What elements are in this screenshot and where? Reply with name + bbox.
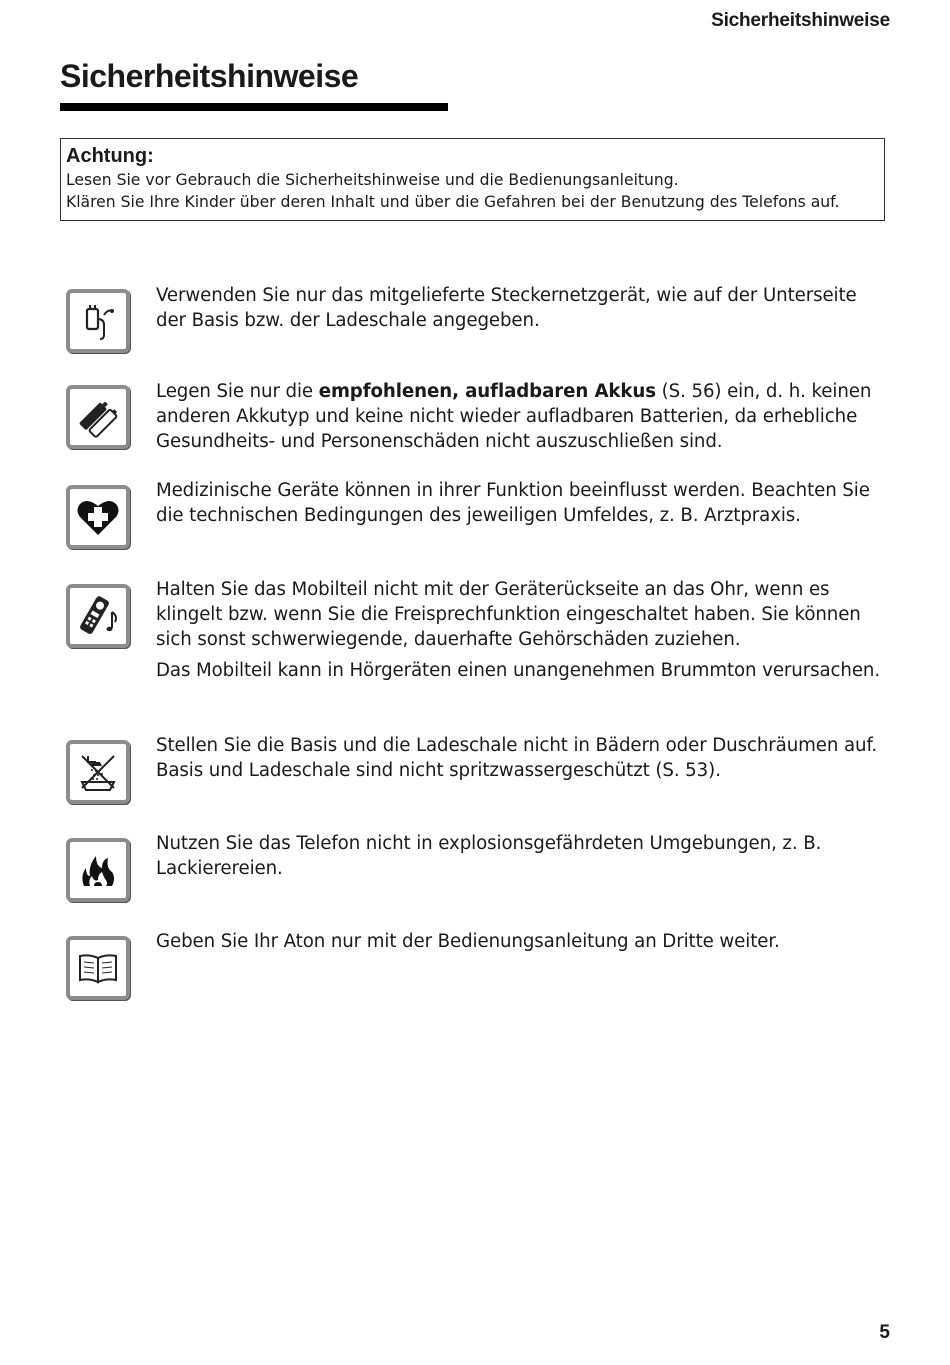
safety-item-text (156, 929, 891, 954)
safety-paragraph: Halten Sie das Mobilteil nicht mit der Geräterückseite an das Ohr, wenn es klingelt bzw. wenn Sie die Freisprechfunktion eingeschaltet haben. Sie können sich sonst schwerwiegende, dauerhafte Gehörschäden zuziehen. (156, 579, 861, 650)
text-post: (S. 56) ein, d. h. keinen anderen Akkutyp und keine nicht wieder aufladbaren Batterien, da erhebliche Gesundheits- und Personenschäden nicht auszuschließen sind. (156, 381, 872, 452)
emphasis-text: empfohlenen, aufladbaren Akkus (318, 381, 656, 402)
battery-icon (66, 385, 130, 449)
handset-ringing-icon (66, 584, 130, 648)
title-rule (60, 103, 448, 111)
safety-paragraph: Stellen Sie die Basis und die Ladeschale nicht in Bädern oder Duschräumen auf. Basis und Ladeschale sind nicht spritzwassergeschützt (S. 53). (156, 735, 878, 781)
safety-paragraph: Das Mobilteil kann in Hörgeräten einen unangenehmen Brummton verursachen. (156, 660, 881, 681)
safety-item-text (156, 379, 891, 454)
manual-book-icon (66, 936, 130, 1000)
page-title: Sicherheitshinweise (60, 58, 359, 94)
safety-paragraph: Geben Sie Ihr Aton nur mit der Bedienungsanleitung an Dritte weiter. (156, 931, 780, 952)
safety-paragraph (156, 379, 891, 454)
safety-paragraph: Medizinische Geräte können in ihrer Funktion beeinflusst werden. Beachten Sie die technischen Bedingungen des jeweiligen Umfeldes, z. B. Arztpraxis. (156, 480, 870, 526)
safety-item-text (156, 577, 891, 683)
text-pre: Legen Sie nur die (156, 381, 319, 402)
safety-paragraph: Nutzen Sie das Telefon nicht in explosionsgefährdeten Umgebungen, z. B. Lackierereien. (156, 833, 822, 879)
no-shower-icon (66, 740, 130, 804)
safety-paragraph: Verwenden Sie nur das mitgelieferte Steckernetzgerät, wie auf der Unterseite der Basis bzw. der Ladeschale angegeben. (156, 285, 857, 331)
warning-heading: Achtung: (66, 145, 154, 167)
safety-item-text (156, 831, 891, 881)
warning-line: Klären Sie Ihre Kinder über deren Inhalt und über die Gefahren bei der Benutzung des Telefons auf. (66, 193, 840, 211)
power-adapter-icon (66, 289, 130, 353)
page-number: 5 (879, 1322, 890, 1343)
safety-item-text (156, 733, 891, 783)
warning-box (60, 138, 885, 221)
running-header: Sicherheitshinweise (711, 10, 890, 31)
medical-heart-icon (66, 485, 130, 549)
warning-line: Lesen Sie vor Gebrauch die Sicherheitshinweise und die Bedienungsanleitung. (66, 171, 679, 189)
explosion-fire-icon (66, 838, 130, 902)
safety-item-text (156, 478, 891, 528)
safety-item-text (156, 283, 891, 333)
